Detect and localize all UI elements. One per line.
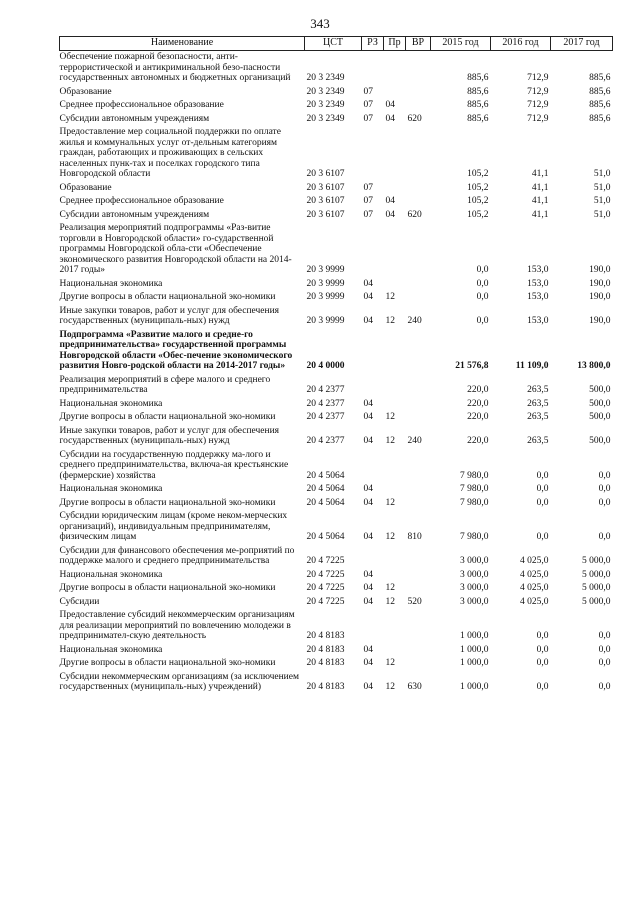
row-value-2015: 105,2 [467,196,489,206]
row-name: Другие вопросы в области национальной эко-номики [59,292,276,302]
row-value-2016: 153,0 [527,292,549,302]
row-rz [362,329,384,374]
row-pr [384,609,406,644]
row-rz [362,609,384,644]
table-row [60,195,613,209]
row-value-2017: 500,0 [589,436,611,446]
row-value-2015: 1 000,0 [460,658,489,668]
row-vr [406,329,431,374]
row-value-2015: 220,0 [467,398,489,409]
row-vr: 240 [407,436,422,446]
row-pr [384,644,406,658]
table-row [60,291,613,305]
row-value-2016: 712,9 [527,86,549,97]
row-vr [406,51,431,86]
page-number: 343 [310,16,330,31]
row-value-2016: 0,0 [536,470,549,481]
row-pr [384,449,406,484]
row-rz: 07 [363,86,373,97]
row-value-2016: 0,0 [536,497,549,508]
row-value-2016: 0,0 [536,532,549,542]
row-vr [406,449,431,484]
row-value-2016: 41,1 [531,169,549,179]
row-pr [384,569,406,583]
table-row [60,182,613,196]
row-name: Субсидии [59,596,100,607]
row-value-2015: 885,6 [467,113,489,124]
row-pr: 12 [385,583,395,593]
row-cst: 20 3 9999 [306,265,345,275]
table-row [60,596,613,610]
row-value-2015: 7 980,0 [460,484,489,494]
row-value-2016: 0,0 [536,658,549,668]
header-cst: ЦСТ [305,37,362,51]
row-pr: 04 [385,209,395,220]
budget-table [59,36,613,695]
row-cst: 20 3 9999 [306,292,345,302]
row-cst: 20 3 2349 [306,113,345,124]
table-row [60,398,613,412]
row-name: Национальная экономика [59,569,163,580]
row-value-2015: 0,0 [476,278,489,289]
row-cst: 20 3 6107 [306,196,345,206]
header-2016: 2016 год [491,37,551,51]
row-cst: 20 3 9999 [306,278,345,289]
row-pr [384,126,406,182]
row-name: Среднее профессиональное образование [59,196,224,206]
row-value-2015: 885,6 [467,86,489,97]
table-row [60,209,613,223]
row-value-2017: 500,0 [589,412,611,422]
row-pr: 04 [385,113,395,124]
table-body [60,51,613,695]
row-value-2017: 13 800,0 [577,361,611,371]
row-vr: 630 [407,682,422,692]
row-value-2017: 0,0 [598,470,611,481]
row-value-2015: 3 000,0 [460,556,489,566]
row-value-2017: 190,0 [589,316,611,326]
table-row [60,305,613,329]
row-rz: 04 [363,484,373,494]
row-value-2015: 3 000,0 [460,569,489,580]
row-vr [406,99,431,113]
row-value-2015: 7 980,0 [460,470,489,481]
row-rz: 04 [363,436,373,446]
row-value-2017: 190,0 [589,278,611,289]
row-value-2016: 263,5 [527,385,549,395]
row-rz: 07 [363,182,373,193]
row-pr: 12 [385,292,395,302]
table-row [60,644,613,658]
row-name: Субсидии некоммерческим организациям (за исключением государственных (муниципаль-ных) учреждений) [59,671,299,692]
row-vr [406,411,431,425]
row-value-2016: 263,5 [527,412,549,422]
row-name: Предоставление мер социальной поддержки по оплате жилья и коммунальных услуг от-дельным категориям граждан, работающих и проживающих в сельских населенных пунк-тах и поселках городского типа Новгородской области [59,127,281,179]
row-pr: 04 [385,196,395,206]
row-rz: 04 [363,644,373,655]
table-row [60,126,613,182]
row-value-2017: 500,0 [589,385,611,395]
row-value-2017: 51,0 [593,209,611,220]
row-rz [362,51,384,86]
row-name: Иные закупки товаров, работ и услуг для обеспечения государственных (муниципаль-ных) нужд [59,425,280,446]
row-value-2015: 105,2 [467,169,489,179]
header-rz: РЗ [362,37,384,51]
row-value-2017: 885,6 [589,86,611,97]
row-vr [406,497,431,511]
row-value-2016: 0,0 [536,484,549,494]
row-value-2016: 41,1 [531,209,549,220]
row-value-2016: 712,9 [527,113,549,124]
row-value-2015: 220,0 [467,436,489,446]
row-value-2016: 41,1 [531,182,549,193]
row-name: Субсидии юридическим лицам (кроме неком-мерческих организаций), индивидуальным предпринимателям, физическим лицам [59,511,288,542]
table-row [60,510,613,545]
row-value-2017: 0,0 [598,658,611,668]
header-2015: 2015 год [431,37,491,51]
row-value-2017: 0,0 [598,631,611,641]
row-value-2017: 885,6 [589,113,611,124]
row-rz [362,374,384,398]
row-value-2017: 5 000,0 [582,583,611,593]
row-vr: 520 [407,596,422,607]
row-cst: 20 4 8183 [306,644,345,655]
table-row [60,86,613,100]
row-cst: 20 3 2349 [306,86,345,97]
table-row [60,99,613,113]
row-value-2016: 11 109,0 [515,361,549,371]
row-name: Другие вопросы в области национальной эко-номики [59,497,276,508]
table-row [60,609,613,644]
row-vr [406,126,431,182]
row-vr [406,545,431,569]
row-value-2017: 500,0 [589,398,611,409]
row-value-2016: 41,1 [531,196,549,206]
row-pr [384,374,406,398]
header-pr: Пр [384,37,406,51]
row-rz: 04 [363,292,373,302]
row-name: Другие вопросы в области национальной эко-номики [59,412,276,422]
header-2017: 2017 год [551,37,613,51]
row-value-2017: 885,6 [589,100,611,110]
row-rz: 07 [363,100,373,110]
row-value-2015: 0,0 [476,316,489,326]
row-cst: 20 4 7225 [306,569,345,580]
row-value-2017: 51,0 [593,169,611,179]
row-value-2015: 1 000,0 [460,644,489,655]
row-vr [406,86,431,100]
row-name: Среднее профессиональное образование [59,100,224,110]
row-cst: 20 3 6107 [306,182,345,193]
row-value-2017: 51,0 [593,196,611,206]
row-name: Субсидии автономным учреждениям [59,113,210,124]
row-rz: 07 [363,113,373,124]
row-pr: 04 [385,100,395,110]
table-row [60,51,613,86]
row-cst: 20 4 7225 [306,583,345,593]
row-pr: 12 [385,658,395,668]
row-name: Другие вопросы в области национальной эко-номики [59,583,276,593]
row-rz: 04 [363,658,373,668]
row-rz: 04 [363,497,373,508]
row-vr [406,291,431,305]
table-row [60,425,613,449]
row-name: Реализация мероприятий подпрограммы «Раз-витие торговли в Новгородской области» го-сударственной программы Новгородской обла-сти «Обеспечение экономического развития Новгородской области на 2014-2017 годы» [59,223,292,275]
row-rz [362,126,384,182]
row-value-2016: 4 025,0 [520,569,549,580]
row-cst: 20 4 7225 [306,556,345,566]
table-row [60,497,613,511]
table-row [60,449,613,484]
row-value-2017: 0,0 [598,497,611,508]
row-pr: 12 [385,596,395,607]
row-vr: 240 [407,316,422,326]
row-value-2015: 105,2 [467,182,489,193]
row-value-2015: 885,6 [467,100,489,110]
header-row [60,37,613,51]
row-value-2016: 0,0 [536,682,549,692]
row-value-2017: 0,0 [598,682,611,692]
row-rz: 04 [363,316,373,326]
row-name: Обеспечение пожарной безопасности, анти-террористической и антикриминальной безо-пасности государственных автономных и бюджетных организаций [59,52,291,83]
row-cst: 20 4 2377 [306,412,345,422]
header-vr: ВР [406,37,431,51]
row-vr [406,483,431,497]
row-rz: 04 [363,278,373,289]
row-value-2015: 7 980,0 [460,497,489,508]
row-value-2015: 0,0 [476,292,489,302]
row-value-2016: 0,0 [536,631,549,641]
row-cst: 20 4 5064 [306,532,345,542]
row-pr [384,51,406,86]
row-value-2016: 4 025,0 [520,596,549,607]
row-cst: 20 4 8183 [306,658,345,668]
row-value-2017: 190,0 [589,292,611,302]
row-value-2016: 153,0 [527,265,549,275]
row-cst: 20 4 0000 [306,361,345,371]
row-cst: 20 4 2377 [306,385,345,395]
row-value-2015: 105,2 [467,209,489,220]
row-pr: 12 [385,412,395,422]
row-value-2015: 3 000,0 [460,583,489,593]
table-row [60,278,613,292]
row-cst: 20 4 2377 [306,436,345,446]
row-value-2016: 712,9 [527,73,549,83]
row-value-2017: 190,0 [589,265,611,275]
row-vr [406,582,431,596]
row-value-2016: 712,9 [527,100,549,110]
table-row [60,657,613,671]
row-pr: 12 [385,532,395,542]
row-rz: 04 [363,682,373,692]
row-value-2017: 5 000,0 [582,596,611,607]
row-rz [362,449,384,484]
row-pr [384,182,406,196]
row-vr: 620 [407,113,422,124]
row-pr: 12 [385,682,395,692]
table-row [60,329,613,374]
row-name: Субсидии для финансового обеспечения ме-роприятий по поддержке малого и среднего предпринимательства [59,545,295,566]
row-pr [384,222,406,278]
row-value-2017: 885,6 [589,73,611,83]
row-rz: 04 [363,412,373,422]
row-value-2017: 51,0 [593,182,611,193]
table-row [60,545,613,569]
row-name: Иные закупки товаров, работ и услуг для обеспечения государственных (муниципаль-ных) нужд [59,305,280,326]
row-value-2016: 153,0 [527,316,549,326]
table-row [60,374,613,398]
row-vr: 810 [407,532,422,542]
row-value-2017: 5 000,0 [582,556,611,566]
row-value-2017: 0,0 [598,644,611,655]
row-name: Субсидии автономным учреждениям [59,209,210,220]
row-value-2015: 21 576,8 [455,361,489,371]
row-value-2015: 220,0 [467,412,489,422]
row-rz [362,545,384,569]
row-name: Национальная экономика [59,278,163,289]
row-vr [406,609,431,644]
row-value-2015: 7 980,0 [460,532,489,542]
row-cst: 20 3 9999 [306,316,345,326]
table-row [60,483,613,497]
row-vr [406,182,431,196]
row-cst: 20 4 5064 [306,470,345,481]
row-cst: 20 3 2349 [306,73,345,83]
row-cst: 20 4 5064 [306,484,345,494]
row-vr [406,569,431,583]
row-rz: 04 [363,583,373,593]
row-vr [406,657,431,671]
row-vr [406,644,431,658]
row-value-2017: 0,0 [598,532,611,542]
row-name: Национальная экономика [59,484,163,494]
row-cst: 20 4 8183 [306,631,345,641]
row-value-2016: 263,5 [527,436,549,446]
row-rz: 04 [363,596,373,607]
row-value-2017: 5 000,0 [582,569,611,580]
row-cst: 20 3 2349 [306,100,345,110]
row-vr [406,222,431,278]
row-cst: 20 4 8183 [306,682,345,692]
table-row [60,671,613,695]
row-cst: 20 4 5064 [306,497,345,508]
row-pr [384,329,406,374]
table-row [60,569,613,583]
row-vr [406,195,431,209]
row-name: Национальная экономика [59,398,163,409]
row-value-2015: 220,0 [467,385,489,395]
row-value-2017: 0,0 [598,484,611,494]
table-row [60,411,613,425]
row-vr [406,374,431,398]
row-pr: 12 [385,436,395,446]
header-name: Наименование [60,37,305,51]
row-pr [384,483,406,497]
row-value-2016: 4 025,0 [520,583,549,593]
row-name: Реализация мероприятий в сфере малого и среднего предпринимательства [59,374,271,395]
row-pr: 12 [385,316,395,326]
row-rz [362,222,384,278]
row-rz: 04 [363,532,373,542]
table-header [60,37,613,51]
row-value-2016: 153,0 [527,278,549,289]
row-rz: 07 [363,196,373,206]
row-pr [384,86,406,100]
row-rz: 07 [363,209,373,220]
row-vr [406,278,431,292]
table-row [60,113,613,127]
row-vr [406,398,431,412]
row-pr [384,398,406,412]
row-name: Образование [59,182,112,193]
row-pr [384,545,406,569]
row-value-2016: 4 025,0 [520,556,549,566]
row-name: Предоставление субсидий некоммерческим организациям для реализации мероприятий по вовлечению молодежи в предпринимател-скую деятельность [59,610,295,641]
row-value-2015: 0,0 [476,265,489,275]
row-vr: 620 [407,209,422,220]
row-value-2016: 0,0 [536,644,549,655]
row-pr: 12 [385,497,395,508]
table-row [60,222,613,278]
row-name: Другие вопросы в области национальной эко-номики [59,658,276,668]
row-rz: 04 [363,398,373,409]
row-value-2015: 1 000,0 [460,631,489,641]
row-cst: 20 4 7225 [306,596,345,607]
row-name: Подпрограмма «Развитие малого и средне-го предпринимательства» государственной программы Новгородской области «Обес-печение экономического развития Новго-родской области на 2014-2017 годы» [59,329,293,371]
row-cst: 20 4 2377 [306,398,345,409]
row-pr [384,278,406,292]
row-value-2015: 3 000,0 [460,596,489,607]
row-name: Субсидии на государственную поддержку ма-лого и среднего предпринимательства, включа-ая крестьянские (фермерские) хозяйства [59,449,289,481]
row-cst: 20 3 6107 [306,169,345,179]
row-value-2015: 885,6 [467,73,489,83]
row-name: Образование [59,86,112,97]
row-value-2015: 1 000,0 [460,682,489,692]
row-cst: 20 3 6107 [306,209,345,220]
row-rz: 04 [363,569,373,580]
table-row [60,582,613,596]
row-value-2016: 263,5 [527,398,549,409]
row-name: Национальная экономика [59,644,163,655]
